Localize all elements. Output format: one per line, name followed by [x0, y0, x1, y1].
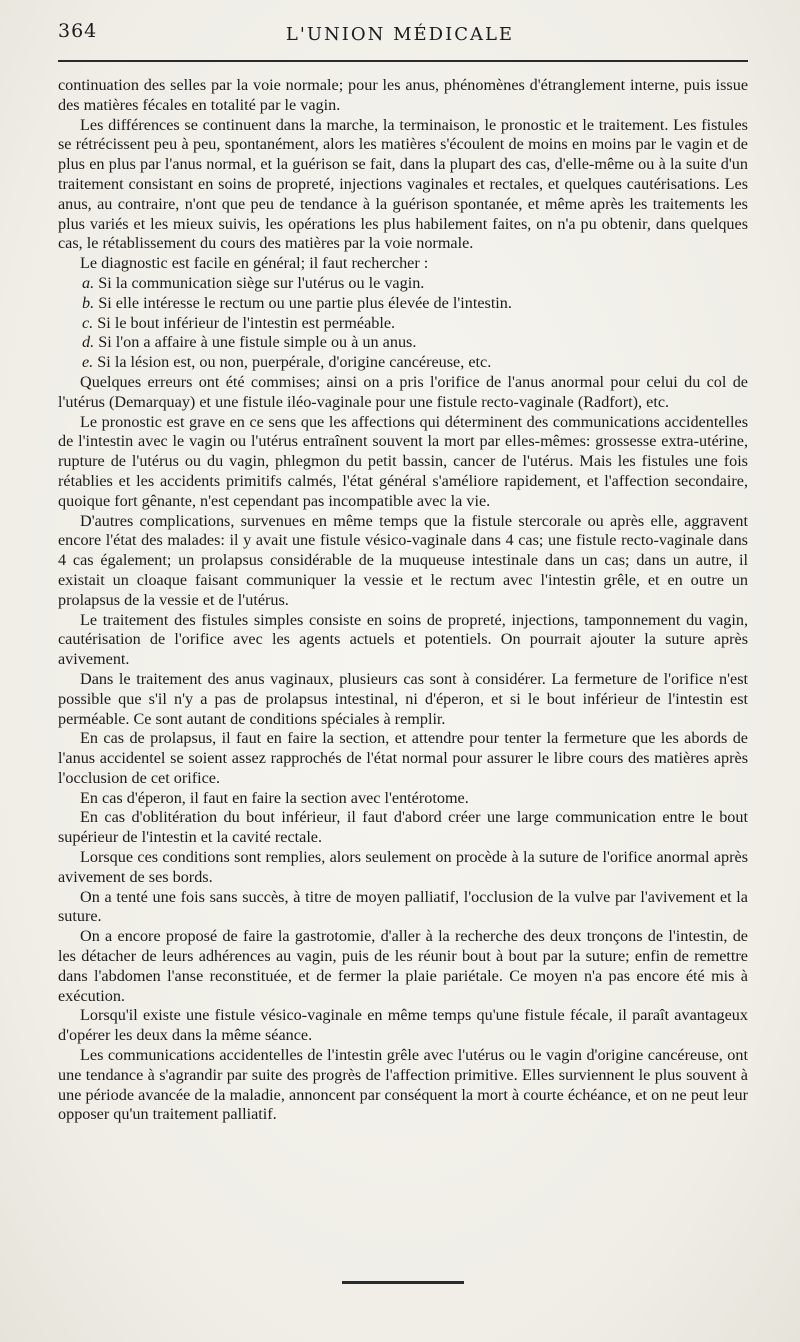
- list-item-text: Si l'on a affaire à une fistule simple ou à un anus.: [98, 333, 417, 352]
- paragraph: D'autres complications, survenues en même temps que la fistule stercorale ou après elle, aggravent encore l'état des malades: il y avait une fistule vésico-vaginale dans 4 cas; une fistule recto-vaginale dans 4 cas également; un prolapsus considérable de la muqueuse intestinale dans un cas; dans un autre, il existait un cloaque faisant communiquer la vessie et le rectum avec l'intestin grêle, et en outre un prolapsus de la vessie et de l'utérus.: [58, 511, 748, 609]
- list-marker: b.: [82, 293, 95, 312]
- paragraph: En cas d'oblitération du bout inférieur, il faut d'abord créer une large communication entre le bout supérieur de l'intestin et la cavité rectale.: [58, 808, 748, 847]
- paragraph: Le traitement des fistules simples consiste en soins de propreté, injections, tamponnement du vagin, cautérisation de l'orifice avec les agents actuels et potentiels. On pourrait ajouter la suture après avivement.: [58, 610, 748, 669]
- paragraph: Le diagnostic est facile en général; il faut rechercher :: [80, 254, 429, 273]
- paragraph: On a encore proposé de faire la gastrotomie, d'aller à la recherche des deux tronçons de l'intestin, de les détacher de leurs adhérences au vagin, puis de les réunir bout à bout par la suture; enfin de remettre dans l'abdomen l'anse reconstituée, et de fermer la plaie pariétale. Ce moyen n'a pas encore été mis à exécution.: [58, 927, 748, 1005]
- list-item-text: Si le bout inférieur de l'intestin est perméable.: [97, 313, 396, 332]
- paragraph: Les différences se continuent dans la marche, la terminaison, le pronostic et le traitement. Les fistules se rétrécissent peu à peu, spontanément, alors les matières s'écoulent de moins en moins par le vagin et de plus en plus par l'anus normal, et la guérison se fait, dans la plupart des cas, d'elle-même ou à la suite d'un traitement consistant en soins de propreté, injections vaginales et rectales, et quelques cautérisations. Les anus, au contraire, n'ont que peu de tendance à la guérison spontanée, et même après les traitements les plus variés et les mieux suivis, les opérations les plus habilement faites, on n'a pu obtenir, dans quelques cas, le rétablissement du cours des matières par la voie normale.: [58, 115, 748, 253]
- list-item-text: Si la communication siège sur l'utérus ou le vagin.: [98, 273, 425, 292]
- list-item: [58, 274, 748, 294]
- list-item-text: Si elle intéresse le rectum ou une partie plus élevée de l'intestin.: [98, 293, 512, 312]
- page-number: 364: [58, 20, 98, 42]
- header-rule: [58, 60, 748, 62]
- footer-rule: [342, 1281, 464, 1284]
- paragraph: Lorsque ces conditions sont remplies, alors seulement on procède à la suture de l'orifice anormal après avivement de ses bords.: [58, 848, 748, 886]
- paragraph: Dans le traitement des anus vaginaux, plusieurs cas sont à considérer. La fermeture de l'orifice n'est possible que s'il n'y a pas de prolapsus intestinal, ni d'éperon, et si le bout inférieur de l'intestin est perméable. Ce sont autant de conditions spéciales à remplir.: [58, 669, 748, 728]
- list-marker: e.: [82, 353, 94, 372]
- paragraph: Les communications accidentelles de l'intestin grêle avec l'utérus ou le vagin d'origine cancéreuse, ont une tendance à s'agrandir par suite des progrès de l'affection primitive. Elles surviennent le plus souvent à une période avancée de la maladie, annoncent par conséquent la mort à courte échéance, et on ne peut leur opposer qu'un traitement palliatif.: [58, 1046, 748, 1124]
- paragraph: En cas d'éperon, il faut en faire la section avec l'entérotome.: [80, 788, 469, 807]
- list-marker: d.: [82, 333, 95, 352]
- running-title: L'UNION MÉDICALE: [285, 24, 515, 45]
- paragraph: On a tenté une fois sans succès, à titre de moyen palliatif, l'occlusion de la vulve par l'avivement et la suture.: [58, 887, 748, 926]
- list-marker: a.: [82, 273, 95, 292]
- list-marker: c.: [82, 313, 94, 332]
- list-item-text: Si la lésion est, ou non, puerpérale, d'origine cancéreuse, etc.: [97, 353, 492, 372]
- paragraph: Le pronostic est grave en ce sens que les affections qui déterminent des communications accidentelles de l'intestin avec le vagin ou l'utérus entraînent souvent la mort par elles-mêmes: grossesse extra-utérine, rupture de l'utérus ou du vagin, phlegmon du petit bassin, cancer de l'utérus. Mais les fistules une fois rétablies et les accidents primitifs calmés, l'état général s'améliore rapidement, et l'affection secondaire, quoique fort gênante, n'est cependant pas incompatible avec la vie.: [58, 412, 748, 510]
- list-item: [58, 333, 748, 353]
- paragraph: continuation des selles par la voie normale; pour les anus, phénomènes d'étranglement interne, puis issue des matières fécales en totalité par le vagin.: [58, 76, 748, 114]
- paragraph: Lorsqu'il existe une fistule vésico-vaginale en même temps qu'une fistule fécale, il paraît avantageux d'opérer les deux dans la même séance.: [58, 1006, 748, 1045]
- article-body: [58, 76, 748, 1125]
- paragraph: En cas de prolapsus, il faut en faire la section, et attendre pour tenter la fermeture que les abords de l'anus accidentel se soient assez rapprochés de l'état normal pour assurer le libre cours des matières après l'occlusion de cet orifice.: [58, 729, 748, 787]
- list-item: [58, 314, 748, 334]
- list-item: [58, 353, 748, 373]
- list-item: [58, 294, 748, 314]
- paragraph: Quelques erreurs ont été commises; ainsi on a pris l'orifice de l'anus anormal pour celui du col de l'utérus (Demarquay) et une fistule iléo-vaginale pour une fistule recto-vaginale (Radfort), etc.: [58, 372, 748, 411]
